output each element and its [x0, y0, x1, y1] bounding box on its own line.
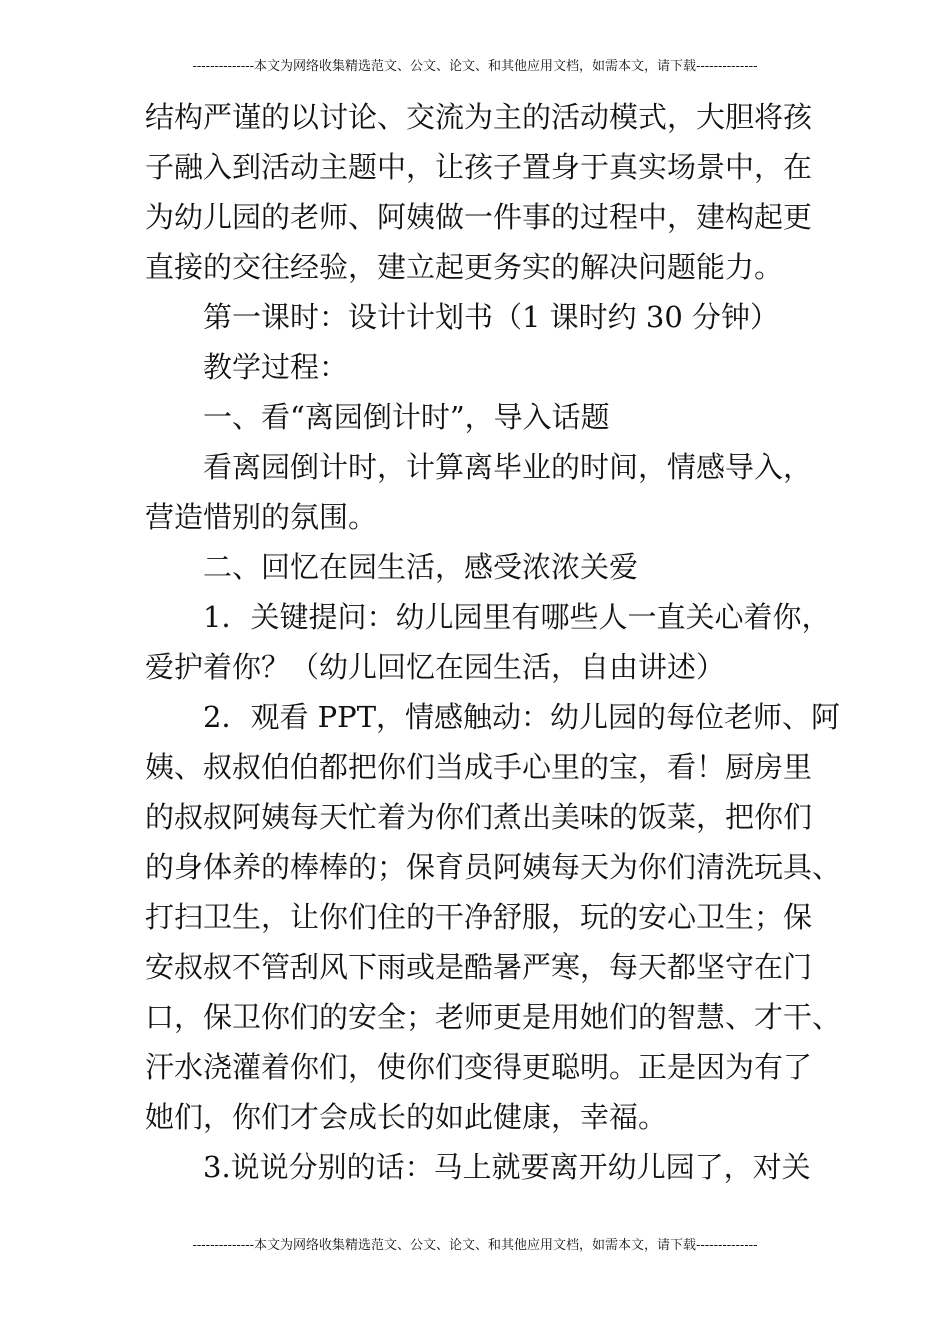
header-banner: --------------本文为网络收集精选范文、公文、论文、和其他应用文档，如需本文，请下载-------------- [192, 59, 758, 74]
paragraph-line: 口，保卫你们的安全；老师更是用她们的智慧、才干、 [145, 1000, 842, 1034]
paragraph-line: 姨、叔叔伯伯都把你们当成手心里的宝，看！厨房里 [145, 750, 813, 784]
footer-banner: --------------本文为网络收集精选范文、公文、论文、和其他应用文档，如需本文，请下载-------------- [192, 1238, 758, 1253]
paragraph-line: 的身体养的棒棒的；保育员阿姨每天为你们清洗玩具、 [145, 850, 842, 884]
paragraph-line: 爱护着你？（幼儿回忆在园生活，自由讲述） [145, 650, 726, 684]
paragraph-line: 1．关键提问：幼儿园里有哪些人一直关心着你， [203, 600, 831, 634]
paragraph-line: 3.说说分别的话：马上就要离开幼儿园了，对关 [203, 1150, 811, 1184]
section-heading: 二、回忆在园生活，感受浓浓关爱 [203, 550, 639, 584]
paragraph-line: 2．观看 PPT，情感触动：幼儿园的每位老师、阿 [203, 700, 841, 734]
body-text [145, 92, 842, 1192]
paragraph-line: 为幼儿园的老师、阿姨做一件事的过程中，建构起更 [145, 200, 813, 234]
paragraph-line: 她们，你们才会成长的如此健康，幸福。 [145, 1100, 668, 1134]
paragraph-line: 打扫卫生，让你们住的干净舒服，玩的安心卫生；保 [145, 900, 813, 934]
paragraph-line: 结构严谨的以讨论、交流为主的活动模式，大胆将孩 [145, 100, 813, 134]
paragraph-line: 的叔叔阿姨每天忙着为你们煮出美味的饭菜，把你们 [145, 800, 813, 834]
section-heading: 一、看“离园倒计时”，导入话题 [203, 400, 610, 434]
paragraph-line: 直接的交往经验，建立起更务实的解决问题能力。 [145, 250, 784, 284]
paragraph-line: 子融入到活动主题中，让孩子置身于真实场景中，在 [145, 150, 813, 184]
section-heading: 第一课时：设计计划书（1 课时约 30 分钟） [203, 300, 780, 334]
paragraph-line: 营造惜别的氛围。 [145, 500, 378, 534]
paragraph-line: 看离园倒计时，计算离毕业的时间，情感导入， [203, 450, 813, 484]
paragraph-line: 安叔叔不管刮风下雨或是酷暑严寒，每天都坚守在门 [145, 950, 813, 984]
section-heading: 教学过程： [203, 350, 349, 384]
paragraph-line: 汗水浇灌着你们，使你们变得更聪明。正是因为有了 [145, 1050, 813, 1084]
